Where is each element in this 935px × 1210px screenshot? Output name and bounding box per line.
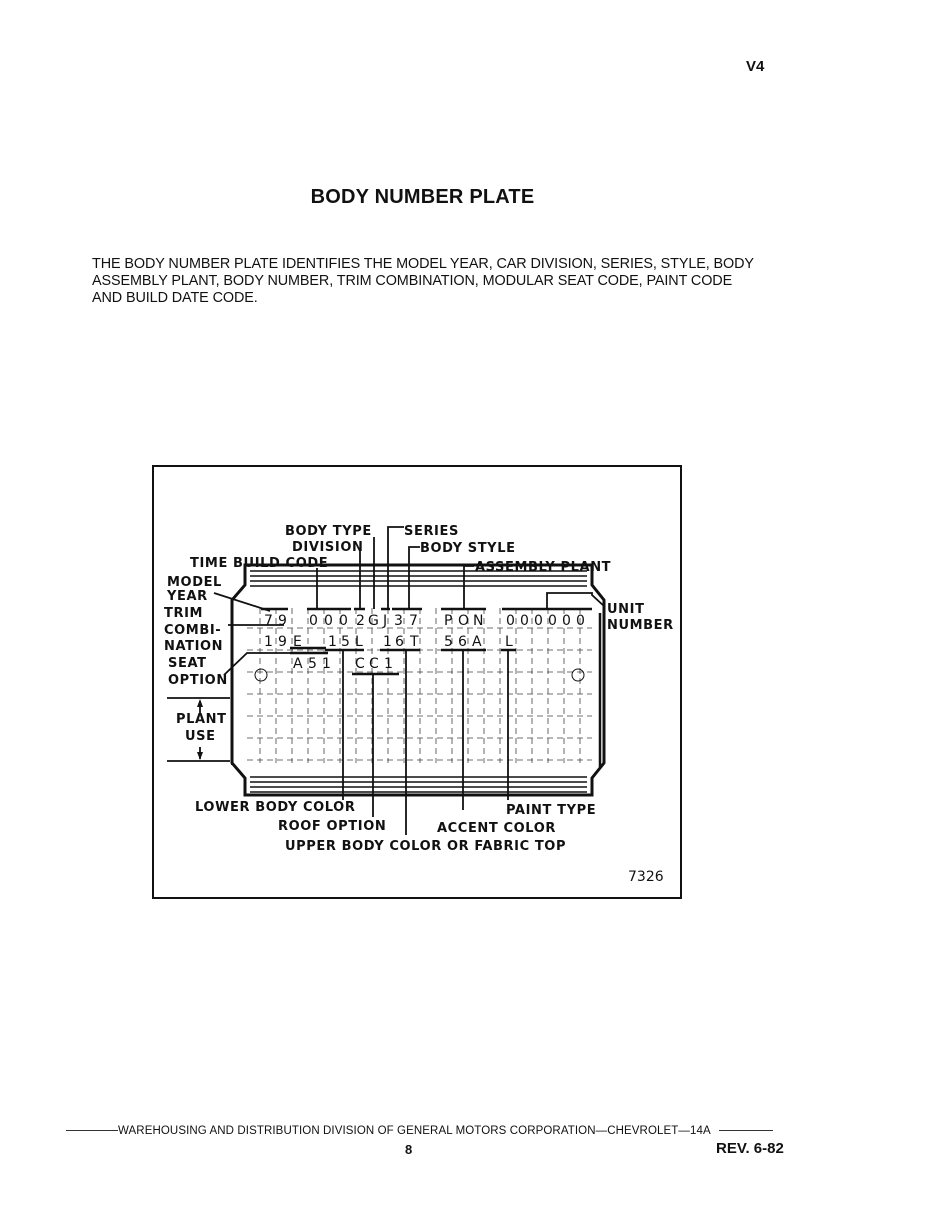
svg-text:0: 0 — [548, 613, 557, 629]
svg-text:0: 0 — [576, 613, 585, 629]
svg-text:O: O — [458, 613, 470, 629]
svg-text:L: L — [355, 634, 363, 650]
intro-paragraph: THE BODY NUMBER PLATE IDENTIFIES THE MODEL YEAR, CAR DIVISION, SERIES, STYLE, BODY ASSEMBLY PLANT, BODY NUMBER, TRIM COMBINATION, MODULAR SEAT CODE, PAINT CODE AND BUILD DATE CODE. — [92, 256, 754, 306]
svg-text:N: N — [473, 613, 484, 629]
plate-bottom-stripes — [250, 777, 587, 792]
mounting-hole-right — [572, 669, 584, 681]
label-roof-option: ROOF OPTION — [278, 819, 387, 834]
label-trim: TRIM — [164, 606, 204, 621]
label-assembly-plant: ASSEMBLY PLANT — [475, 560, 612, 575]
mounting-hole-left — [255, 669, 267, 681]
svg-text:3: 3 — [394, 613, 403, 629]
svg-text:1: 1 — [322, 656, 331, 672]
svg-text:1: 1 — [383, 634, 392, 650]
label-series: SERIES — [404, 524, 459, 539]
svg-text:T: T — [410, 634, 419, 650]
label-number: NUMBER — [607, 618, 674, 633]
svg-text:P: P — [444, 613, 453, 629]
svg-text:6: 6 — [395, 634, 404, 650]
svg-text:1: 1 — [328, 634, 337, 650]
footer-line — [66, 1125, 776, 1137]
label-model: MODEL — [167, 575, 222, 590]
svg-text:0: 0 — [324, 613, 333, 629]
label-accent-color: ACCENT COLOR — [437, 821, 556, 836]
page-title: BODY NUMBER PLATE — [310, 186, 535, 208]
page-number: 8 — [405, 1142, 413, 1157]
label-unit: UNIT — [607, 602, 645, 617]
label-division: DIVISION — [292, 540, 364, 555]
svg-text:9: 9 — [278, 613, 287, 629]
body-number-plate-diagram — [152, 465, 682, 899]
svg-text:9: 9 — [278, 634, 287, 650]
label-lower-body-color: LOWER BODY COLOR — [195, 800, 356, 815]
svg-text:5: 5 — [444, 634, 453, 650]
svg-text:6: 6 — [458, 634, 467, 650]
svg-text:7: 7 — [264, 613, 273, 629]
plate-row-1 — [264, 613, 585, 629]
footer-rule-right — [719, 1130, 773, 1131]
svg-text:C: C — [355, 656, 365, 672]
label-body-style: BODY STYLE — [420, 541, 516, 556]
svg-text:5: 5 — [308, 656, 317, 672]
svg-text:0: 0 — [534, 613, 543, 629]
svg-text:L: L — [505, 634, 513, 650]
svg-text:1: 1 — [264, 634, 273, 650]
label-nation: NATION — [164, 639, 224, 654]
svg-text:G: G — [368, 613, 379, 629]
svg-text:0: 0 — [506, 613, 515, 629]
footer-text: WAREHOUSING AND DISTRIBUTION DIVISION OF GENERAL MOTORS CORPORATION—CHEVROLET—14A — [118, 1125, 711, 1137]
svg-text:5: 5 — [341, 634, 350, 650]
svg-text:E: E — [293, 634, 302, 650]
svg-text:C: C — [369, 656, 379, 672]
label-paint-type: PAINT TYPE — [506, 803, 597, 818]
svg-text:0: 0 — [309, 613, 318, 629]
revision-label: REV. 6-82 — [716, 1140, 784, 1157]
page-id: V4 — [746, 58, 765, 75]
svg-text:7: 7 — [409, 613, 418, 629]
svg-text:0: 0 — [562, 613, 571, 629]
plate-grid — [247, 608, 592, 763]
footer-rule-left — [66, 1130, 118, 1131]
label-use: USE — [185, 729, 216, 744]
svg-text:2: 2 — [356, 613, 365, 629]
svg-text:0: 0 — [520, 613, 529, 629]
svg-text:1: 1 — [384, 656, 393, 672]
label-upper-body-color: UPPER BODY COLOR OR FABRIC TOP — [285, 839, 567, 854]
svg-text:A: A — [472, 634, 482, 650]
svg-text:J: J — [383, 613, 388, 629]
label-plant: PLANT — [176, 712, 227, 727]
figure-number: 7326 — [628, 869, 664, 885]
svg-text:0: 0 — [339, 613, 348, 629]
label-option: OPTION — [168, 673, 228, 688]
label-seat: SEAT — [168, 656, 207, 671]
label-combi: COMBI- — [164, 623, 222, 638]
diagram-labels — [164, 524, 674, 885]
svg-text:A: A — [293, 656, 303, 672]
label-year: YEAR — [167, 589, 208, 604]
label-body-type: BODY TYPE — [285, 524, 372, 539]
label-time-build-code: TIME BUILD CODE — [190, 556, 329, 571]
